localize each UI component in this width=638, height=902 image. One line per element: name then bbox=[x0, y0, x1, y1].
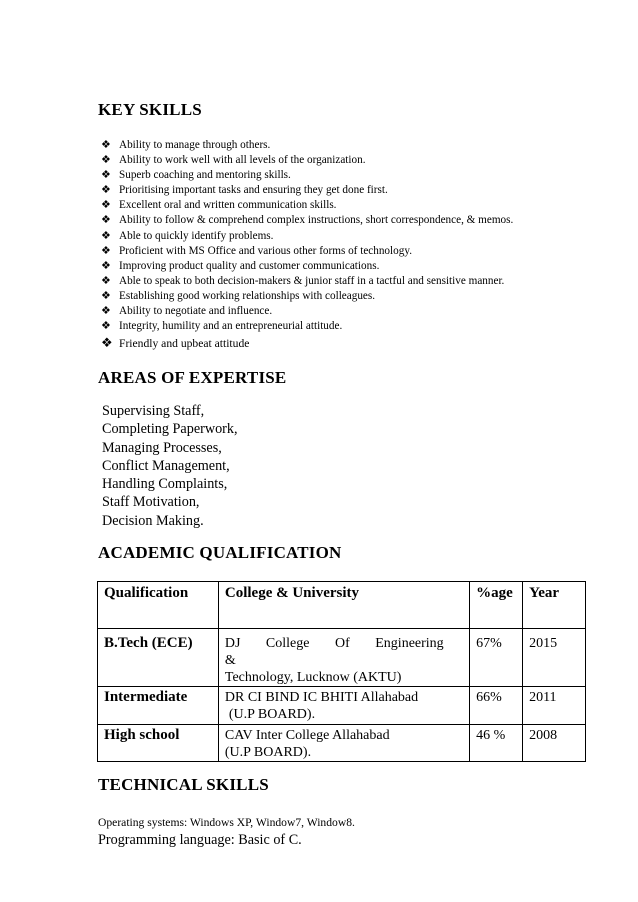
technical-skills-heading: TECHNICAL SKILLS bbox=[98, 775, 269, 794]
list-item: Staff Motivation, bbox=[102, 494, 200, 511]
table-row bbox=[98, 687, 586, 725]
diamond-bullet-icon: ❖ bbox=[101, 169, 111, 182]
list-item: Handling Complaints, bbox=[102, 476, 228, 493]
diamond-bullet-icon: ❖ bbox=[101, 199, 111, 212]
qualification-cell: Intermediate bbox=[98, 687, 219, 725]
year-cell: 2008 bbox=[523, 725, 586, 762]
column-header: College & University bbox=[218, 582, 469, 629]
column-header: Year bbox=[523, 582, 586, 629]
areas-of-expertise-heading: AREAS OF EXPERTISE bbox=[98, 368, 287, 387]
list-item: ❖ Excellent oral and written communication skills. bbox=[101, 198, 513, 213]
list-item: ❖ Superb coaching and mentoring skills. bbox=[101, 168, 513, 183]
college-line: CAV Inter College Allahabad bbox=[224, 728, 390, 743]
list-item: ❖ Ability to follow & comprehend complex instructions, short correspondence, & memos. bbox=[101, 213, 513, 228]
diamond-bullet-icon: ❖ bbox=[101, 154, 111, 167]
year-cell: 2011 bbox=[523, 687, 586, 725]
key-skills-heading: KEY SKILLS bbox=[98, 100, 202, 119]
list-item: ❖ Establishing good working relationships with colleagues. bbox=[101, 289, 513, 304]
academic-table bbox=[97, 581, 586, 762]
college-cell bbox=[218, 687, 469, 725]
list-item: ❖ Friendly and upbeat attitude bbox=[101, 335, 250, 351]
list-item: ❖ Improving product quality and customer communications. bbox=[101, 259, 513, 274]
year-cell: 2015 bbox=[523, 629, 586, 687]
college-line: (U.P BOARD). bbox=[224, 745, 312, 760]
college-line: DR CI BIND IC BHITI Allahabad bbox=[224, 690, 419, 705]
academic-qualification-heading: ACADEMIC QUALIFICATION bbox=[98, 543, 342, 562]
column-header: Qualification bbox=[98, 582, 219, 629]
table-header-row bbox=[98, 582, 586, 629]
list-item: Completing Paperwork, bbox=[102, 421, 238, 438]
list-item: ❖ Ability to negotiate and influence. bbox=[101, 304, 513, 319]
list-item: ❖ Proficient with MS Office and various other forms of technology. bbox=[101, 244, 513, 259]
diamond-bullet-icon: ❖ bbox=[101, 229, 111, 242]
percent-cell: 46 % bbox=[470, 725, 523, 762]
list-item: ❖ Ability to manage through others. bbox=[101, 138, 513, 153]
diamond-bullet-icon: ❖ bbox=[101, 244, 111, 257]
diamond-bullet-icon: ❖ bbox=[101, 320, 111, 333]
list-item: ❖ Integrity, humility and an entrepreneurial attitude. bbox=[101, 319, 513, 334]
operating-systems-line: Operating systems: Windows XP, Window7, Window8. bbox=[98, 816, 355, 829]
list-item: Decision Making. bbox=[102, 512, 204, 529]
diamond-bullet-icon: ❖ bbox=[101, 214, 111, 227]
key-skills-list bbox=[101, 138, 513, 352]
diamond-bullet-icon: ❖ bbox=[101, 259, 111, 272]
diamond-bullet-icon: ❖ bbox=[101, 289, 111, 302]
diamond-bullet-icon: ❖ bbox=[101, 305, 111, 318]
list-item: ❖ Prioritising important tasks and ensuring they get done first. bbox=[101, 183, 513, 198]
list-item: ❖ Able to speak to both decision-makers & junior staff in a tactful and sensitive manner. bbox=[101, 274, 513, 289]
list-item: Conflict Management, bbox=[102, 457, 230, 474]
diamond-bullet-icon: ❖ bbox=[101, 274, 111, 287]
programming-language-line: Programming language: Basic of C. bbox=[98, 832, 302, 848]
diamond-bullet-icon: ❖ bbox=[101, 184, 111, 197]
qualification-cell: B.Tech (ECE) bbox=[98, 629, 219, 687]
diamond-bullet-icon: ❖ bbox=[101, 139, 111, 151]
diamond-bullet-icon: ❖ bbox=[101, 335, 113, 351]
college-line: (U.P BOARD). bbox=[228, 707, 316, 722]
expertise-list bbox=[102, 402, 238, 530]
list-item: ❖ Able to quickly identify problems. bbox=[101, 229, 513, 244]
qualification-cell: High school bbox=[98, 725, 219, 762]
column-header: %age bbox=[470, 582, 523, 629]
list-item: Supervising Staff, bbox=[102, 403, 205, 419]
college-line: Technology, Lucknow (AKTU) bbox=[224, 670, 402, 685]
college-cell bbox=[218, 725, 469, 762]
list-item: ❖ Ability to work well with all levels of the organization. bbox=[101, 153, 513, 168]
college-cell bbox=[218, 629, 469, 687]
percent-cell: 66% bbox=[470, 687, 523, 725]
percent-cell: 67% bbox=[470, 629, 523, 687]
table-row bbox=[98, 629, 586, 687]
list-item: Managing Processes, bbox=[102, 439, 222, 456]
college-line: DJ College Of Engineering & bbox=[224, 636, 444, 668]
table-row bbox=[98, 725, 586, 762]
